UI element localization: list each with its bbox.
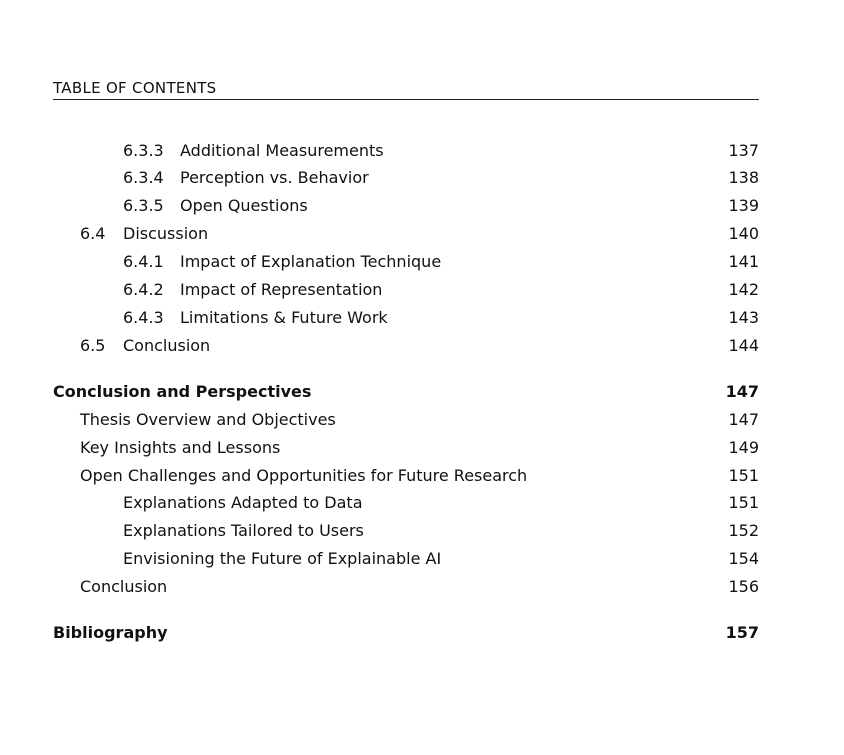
entry-page: 149 (728, 438, 759, 457)
entry-title: Explanations Adapted to Data (123, 492, 369, 514)
toc-entry-6-4-2[interactable] (53, 279, 759, 301)
entry-page: 139 (728, 196, 759, 215)
entry-title: Thesis Overview and Objectives (80, 409, 342, 431)
chapter-title: Bibliography (53, 623, 168, 642)
entry-page: 142 (728, 280, 759, 299)
entry-page: 141 (728, 252, 759, 271)
entry-title: Key Insights and Lessons (80, 437, 286, 459)
toc-entry-explanations-adapted[interactable] (53, 492, 759, 514)
toc-entry-6-4-3[interactable] (53, 307, 759, 329)
toc-chapter-bibliography[interactable] (53, 622, 759, 644)
entry-title: Explanations Tailored to Users (123, 520, 370, 542)
entry-number: 6.4.3 (123, 308, 164, 327)
toc-chapter-conclusion-and-perspectives[interactable] (53, 381, 759, 403)
toc-entry-6-4[interactable] (53, 223, 759, 245)
entry-page: 137 (728, 141, 759, 160)
toc-entry-explanations-tailored[interactable] (53, 520, 759, 542)
entry-page: 138 (728, 168, 759, 187)
entry-number: 6.3.5 (123, 196, 164, 215)
toc-entry-6-4-1[interactable] (53, 251, 759, 273)
entry-page: 152 (728, 521, 759, 540)
entry-page: 156 (728, 577, 759, 596)
toc-entry-envisioning-future[interactable] (53, 548, 759, 570)
entry-page: 147 (728, 410, 759, 429)
entry-page: 143 (728, 308, 759, 327)
chapter-title: Conclusion and Perspectives (53, 382, 312, 401)
entry-number: 6.3.3 (123, 141, 164, 160)
entry-page: 151 (728, 493, 759, 512)
entry-title: Open Questions (180, 195, 314, 217)
entry-title: Additional Measurements (180, 140, 390, 162)
entry-title: Perception vs. Behavior (180, 167, 375, 189)
entry-title: Limitations & Future Work (180, 307, 394, 329)
entry-number: 6.3.4 (123, 168, 164, 187)
toc-entry-6-3-4[interactable] (53, 167, 759, 189)
entry-title: Conclusion (123, 335, 216, 357)
toc-entry-open-challenges[interactable] (53, 465, 759, 487)
chapter-page: 157 (725, 623, 759, 642)
toc-entry-6-3-5[interactable] (53, 195, 759, 217)
entry-number: 6.4.2 (123, 280, 164, 299)
toc-entry-key-insights[interactable] (53, 437, 759, 459)
toc-entry-conclusion[interactable] (53, 576, 759, 598)
toc-entry-6-5[interactable] (53, 335, 759, 357)
toc-entry-6-3-3[interactable] (53, 140, 759, 162)
toc-entry-thesis-overview[interactable] (53, 409, 759, 431)
entry-page: 151 (728, 466, 759, 485)
entry-title: Conclusion (80, 576, 173, 598)
entry-page: 154 (728, 549, 759, 568)
page-header-title: TABLE OF CONTENTS (53, 79, 217, 97)
entry-number: 6.5 (80, 336, 106, 355)
page-header (53, 78, 759, 100)
entry-number: 6.4 (80, 224, 106, 243)
entry-title: Discussion (123, 223, 214, 245)
chapter-page: 147 (725, 382, 759, 401)
entry-page: 140 (728, 224, 759, 243)
entry-title: Impact of Representation (180, 279, 388, 301)
entry-page: 144 (728, 336, 759, 355)
entry-number: 6.4.1 (123, 252, 164, 271)
entry-title: Impact of Explanation Technique (180, 251, 447, 273)
entry-title: Open Challenges and Opportunities for Future Research (80, 465, 533, 487)
entry-title: Envisioning the Future of Explainable AI (123, 548, 447, 570)
